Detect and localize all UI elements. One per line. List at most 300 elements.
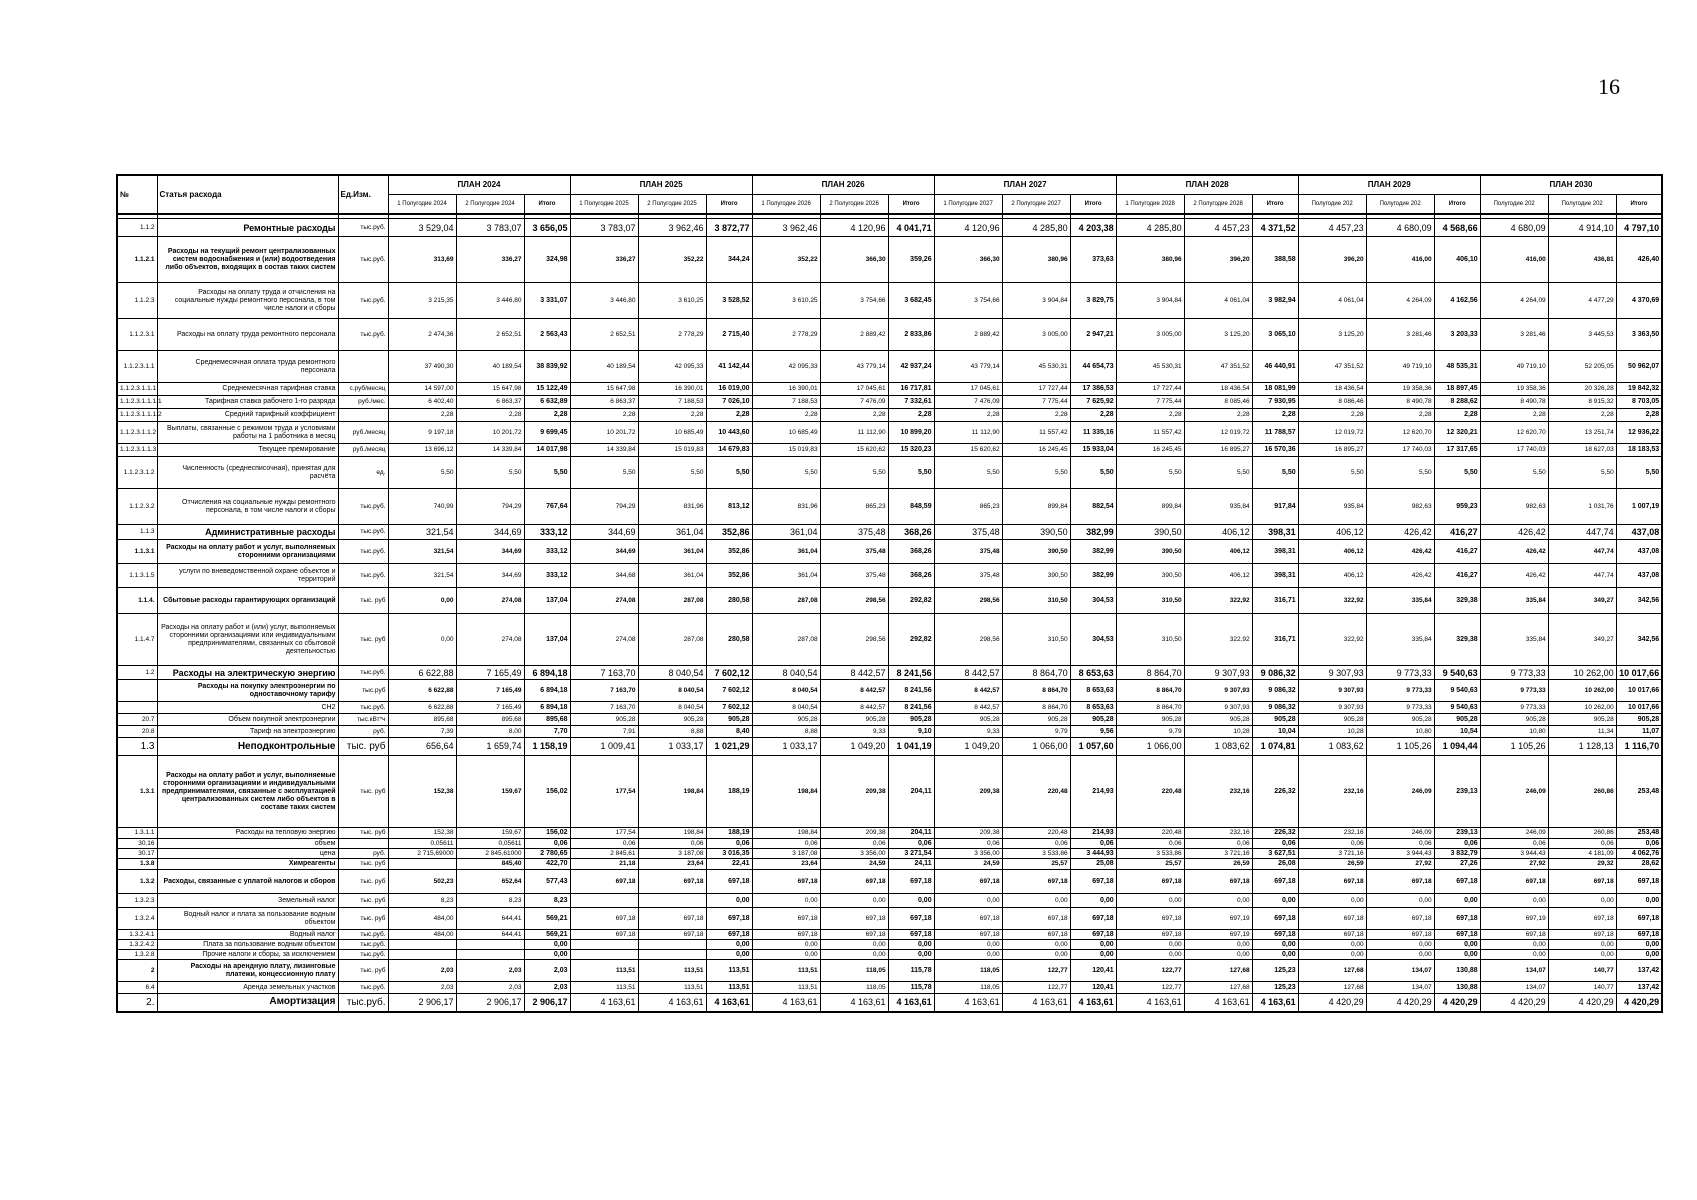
row-year-total: 15 320,23 (888, 444, 934, 457)
row-half-year-value: 198,84 (752, 828, 820, 839)
row-half-year-value: 198,84 (752, 756, 820, 828)
row-half-year-value: 6 622,88 (388, 702, 456, 714)
row-half-year-value: 2,28 (1480, 409, 1548, 422)
row-half-year-value: 2 474,36 (388, 319, 456, 351)
row-half-year-value: 4 061,04 (1184, 283, 1252, 319)
row-half-year-value: 3 356,00 (820, 849, 888, 859)
row-half-year-value: 2 845,61 (570, 849, 638, 859)
row-half-year-value: 0,00 (752, 950, 820, 960)
row-half-year-value: 10 262,00 (1548, 666, 1616, 680)
table-row (117, 283, 1662, 319)
row-half-year-value: 9 307,93 (1298, 702, 1366, 714)
table-row (117, 540, 1662, 564)
table-row (117, 849, 1662, 859)
row-half-year-value: 11 557,42 (1002, 422, 1070, 444)
row-year-total: 2 833,86 (888, 319, 934, 351)
row-half-year-value: 209,38 (934, 828, 1002, 839)
row-year-total: 2 563,43 (524, 319, 570, 351)
row-half-year-value: 4 420,29 (1548, 994, 1616, 1012)
row-half-year-value: 43 779,14 (934, 351, 1002, 383)
row-half-year-value: 0,00 (752, 940, 820, 950)
header-total-2030: Итого (1616, 195, 1662, 215)
row-half-year-value: 127,68 (1298, 982, 1366, 994)
row-half-year-value: 390,50 (1116, 540, 1184, 564)
row-half-year-value: 8 490,78 (1366, 396, 1434, 409)
row-half-year-value: 697,18 (1002, 870, 1070, 894)
row-half-year-value: 0,06 (638, 839, 706, 849)
row-half-year-value: 140,77 (1548, 982, 1616, 994)
row-half-year-value: 2,28 (570, 409, 638, 422)
row-half-year-value: 905,28 (1002, 714, 1070, 726)
row-half-year-value: 20 326,28 (1548, 383, 1616, 396)
row-unit: тыс.руб. (338, 666, 388, 680)
row-half-year-value: 23,64 (752, 859, 820, 870)
row-half-year-value: 298,56 (934, 614, 1002, 666)
header-total-2026: Итого (888, 195, 934, 215)
row-year-total: 2,03 (524, 960, 570, 982)
row-year-total: 10 899,20 (888, 422, 934, 444)
row-year-total: 416,27 (1434, 525, 1480, 540)
row-half-year-value: 644,41 (456, 930, 524, 940)
row-half-year-value: 2,28 (934, 409, 1002, 422)
row-cost-item: Расходы на арендную плату, лизинговые платежи, концессионную плату (157, 960, 338, 982)
row-year-total: 697,18 (706, 908, 752, 930)
row-cost-item: Средний тарифный коэффициент (157, 409, 338, 422)
row-half-year-value: 697,18 (570, 908, 638, 930)
header-half-2-2025: 2 Полугодие 2025 (638, 195, 706, 215)
row-half-year-value: 12 019,72 (1298, 422, 1366, 444)
row-half-year-value: 4 264,09 (1480, 283, 1548, 319)
row-half-year-value: 0,00 (1548, 894, 1616, 908)
row-half-year-value: 10,80 (1480, 726, 1548, 738)
row-year-total: 0,00 (1434, 894, 1480, 908)
row-half-year-value: 0,00 (1366, 950, 1434, 960)
row-year-total: 0,00 (888, 950, 934, 960)
row-half-year-value: 8 040,54 (752, 702, 820, 714)
row-year-total: 9 540,63 (1434, 702, 1480, 714)
row-cost-item: Плата за пользование водным объектом (157, 940, 338, 950)
table-row (117, 444, 1662, 457)
row-half-year-value: 0,00 (1548, 950, 1616, 960)
row-half-year-value: 406,12 (1184, 540, 1252, 564)
row-year-total: 697,18 (888, 870, 934, 894)
table-row (117, 859, 1662, 870)
row-year-total: 0,06 (1616, 839, 1662, 849)
row-year-total: 0,00 (888, 894, 934, 908)
row-year-total: 4 370,69 (1616, 283, 1662, 319)
row-unit: тыс.руб. (338, 540, 388, 564)
row-half-year-value: 6 863,37 (570, 396, 638, 409)
row-half-year-value: 0,00 (1002, 894, 1070, 908)
row-half-year-value: 0,00 (1184, 950, 1252, 960)
row-half-year-value: 2 906,17 (388, 994, 456, 1012)
row-half-year-value: 8 085,46 (1184, 396, 1252, 409)
row-year-total: 5,50 (1434, 457, 1480, 489)
row-half-year-value: 336,27 (456, 237, 524, 283)
row-half-year-value (388, 950, 456, 960)
row-half-year-value: 3 187,08 (752, 849, 820, 859)
row-half-year-value: 426,42 (1480, 525, 1548, 540)
row-unit: руб./месяц (338, 444, 388, 457)
row-half-year-value: 697,18 (570, 870, 638, 894)
table-row (117, 422, 1662, 444)
row-half-year-value: 406,12 (1184, 564, 1252, 588)
row-half-year-value: 4 264,09 (1366, 283, 1434, 319)
row-code: 1.1.3 (117, 525, 157, 540)
row-year-total: 316,71 (1252, 588, 1298, 614)
row-year-total: 3 982,94 (1252, 283, 1298, 319)
row-half-year-value: 794,29 (456, 489, 524, 525)
row-half-year-value: 140,77 (1548, 960, 1616, 982)
row-half-year-value: 2 906,17 (456, 994, 524, 1012)
row-cost-item: Административные расходы (157, 525, 338, 540)
row-year-total: 8 653,63 (1070, 680, 1116, 702)
row-year-total: 48 535,31 (1434, 351, 1480, 383)
row-year-total: 0,00 (1070, 940, 1116, 950)
row-cost-item: услуги по вневедомственной охране объектов и территорий (157, 564, 338, 588)
row-year-total: 8 288,62 (1434, 396, 1480, 409)
row-half-year-value: 4 457,23 (1184, 219, 1252, 237)
row-year-total: 156,02 (524, 756, 570, 828)
row-year-total: 2,28 (706, 409, 752, 422)
row-half-year-value: 15 620,62 (820, 444, 888, 457)
row-unit: тыс. руб (338, 859, 388, 870)
row-cost-item: Расходы на покупку электроэнергии по одноставочному тарифу (157, 680, 338, 702)
row-year-total: 3 829,75 (1070, 283, 1116, 319)
row-year-total: 905,28 (706, 714, 752, 726)
row-half-year-value: 10 262,00 (1548, 702, 1616, 714)
row-half-year-value: 0,00 (820, 894, 888, 908)
row-half-year-value: 17 045,61 (934, 383, 1002, 396)
row-year-total: 10,04 (1252, 726, 1298, 738)
row-half-year-value: 4 163,61 (934, 994, 1002, 1012)
row-half-year-value: 15 019,83 (752, 444, 820, 457)
row-cost-item: Расходы на электрическую энергию (157, 666, 338, 680)
row-year-total: 0,06 (1070, 839, 1116, 849)
table-row (117, 940, 1662, 950)
row-unit: тыс. руб (338, 738, 388, 756)
row-year-total: 3 203,33 (1434, 319, 1480, 351)
row-cost-item: объем (157, 839, 338, 849)
table-row (117, 726, 1662, 738)
row-unit: тыс. руб (338, 894, 388, 908)
row-year-total: 697,18 (1070, 870, 1116, 894)
table-row (117, 396, 1662, 409)
row-year-total: 905,28 (888, 714, 934, 726)
row-half-year-value: 17 740,03 (1366, 444, 1434, 457)
row-half-year-value: 697,18 (1298, 870, 1366, 894)
row-year-total: 204,11 (888, 756, 934, 828)
row-year-total: 1 074,81 (1252, 738, 1298, 756)
row-year-total: 8,40 (706, 726, 752, 738)
row-year-total: 959,23 (1434, 489, 1480, 525)
row-unit: тыс.руб. (338, 319, 388, 351)
page-number: 16 (1598, 74, 1620, 99)
row-half-year-value: 232,16 (1298, 756, 1366, 828)
row-half-year-value: 0,06 (752, 839, 820, 849)
row-half-year-value: 9 773,33 (1366, 666, 1434, 680)
row-half-year-value: 42 095,33 (752, 351, 820, 383)
row-cost-item: Аренда земельных участков (157, 982, 338, 994)
row-cost-item: Тарифная ставка рабочего 1-го разряда (157, 396, 338, 409)
row-half-year-value: 697,18 (638, 930, 706, 940)
row-half-year-value: 5,50 (1366, 457, 1434, 489)
row-half-year-value: 10,28 (1298, 726, 1366, 738)
row-half-year-value: 2,28 (1002, 409, 1070, 422)
row-half-year-value: 3 446,80 (456, 283, 524, 319)
row-half-year-value: 26,59 (1184, 859, 1252, 870)
row-half-year-value: 905,28 (1366, 714, 1434, 726)
row-half-year-value: 1 659,74 (456, 738, 524, 756)
row-code: 1.1.2.1 (117, 237, 157, 283)
row-year-total: 3 656,05 (524, 219, 570, 237)
row-year-total: 4 203,38 (1070, 219, 1116, 237)
row-year-total: 12 936,22 (1616, 422, 1662, 444)
row-year-total: 0,06 (706, 839, 752, 849)
row-code: 1.3.8 (117, 859, 157, 870)
row-year-total: 359,26 (888, 237, 934, 283)
row-code: 20.7 (117, 714, 157, 726)
row-half-year-value: 3 904,84 (1002, 283, 1070, 319)
row-year-total: 46 440,91 (1252, 351, 1298, 383)
row-half-year-value: 8 864,70 (1002, 680, 1070, 702)
row-year-total: 9,10 (888, 726, 934, 738)
row-year-total: 917,84 (1252, 489, 1298, 525)
row-half-year-value: 14 597,00 (388, 383, 456, 396)
row-half-year-value: 361,04 (638, 525, 706, 540)
row-half-year-value: 16 390,01 (752, 383, 820, 396)
row-year-total: 0,00 (706, 950, 752, 960)
row-year-total: 373,63 (1070, 237, 1116, 283)
row-year-total: 0,00 (1434, 950, 1480, 960)
row-half-year-value: 16 245,45 (1002, 444, 1070, 457)
row-code: 1.3.2 (117, 870, 157, 894)
row-year-total: 697,18 (1070, 908, 1116, 930)
row-half-year-value: 361,04 (752, 540, 820, 564)
row-half-year-value: 9 773,33 (1480, 680, 1548, 702)
table-row (117, 756, 1662, 828)
row-year-total: 188,19 (706, 756, 752, 828)
row-year-total: 9,56 (1070, 726, 1116, 738)
row-year-total: 437,08 (1616, 564, 1662, 588)
row-half-year-value: 905,28 (1116, 714, 1184, 726)
row-half-year-value: 396,20 (1184, 237, 1252, 283)
row-year-total: 22,41 (706, 859, 752, 870)
row-code (117, 680, 157, 702)
row-half-year-value: 7 165,49 (456, 702, 524, 714)
row-half-year-value: 122,77 (1116, 982, 1184, 994)
row-year-total: 4 568,66 (1434, 219, 1480, 237)
row-half-year-value: 2 778,29 (638, 319, 706, 351)
row-year-total: 6 894,18 (524, 702, 570, 714)
row-half-year-value: 40 189,54 (456, 351, 524, 383)
row-half-year-value: 1 128,13 (1548, 738, 1616, 756)
row-half-year-value: 2 715,69000 (388, 849, 456, 859)
row-half-year-value: 220,48 (1116, 756, 1184, 828)
row-half-year-value: 287,08 (638, 588, 706, 614)
row-half-year-value: 1 105,26 (1366, 738, 1434, 756)
row-half-year-value: 0,06 (820, 839, 888, 849)
row-half-year-value: 0,00 (934, 894, 1002, 908)
row-year-total: 2 947,21 (1070, 319, 1116, 351)
row-half-year-value: 322,92 (1184, 588, 1252, 614)
row-year-total: 125,23 (1252, 960, 1298, 982)
row-half-year-value: 8 864,70 (1116, 702, 1184, 714)
row-half-year-value: 0,00 (1480, 894, 1548, 908)
row-half-year-value: 697,18 (638, 870, 706, 894)
row-year-total: 120,41 (1070, 960, 1116, 982)
row-half-year-value: 697,18 (1366, 930, 1434, 940)
row-half-year-value: 322,92 (1298, 588, 1366, 614)
row-year-total: 9 086,32 (1252, 680, 1298, 702)
row-half-year-value: 45 530,31 (1116, 351, 1184, 383)
row-half-year-value: 16 245,45 (1116, 444, 1184, 457)
row-year-total: 4 062,76 (1616, 849, 1662, 859)
header-plan-2030: ПЛАН 2030 (1480, 175, 1662, 195)
row-year-total: 3 444,93 (1070, 849, 1116, 859)
row-half-year-value: 10 201,72 (570, 422, 638, 444)
row-half-year-value: 1 031,76 (1548, 489, 1616, 525)
row-half-year-value: 2,03 (456, 960, 524, 982)
row-year-total: 324,98 (524, 237, 570, 283)
row-year-total: 3 872,77 (706, 219, 752, 237)
row-year-total: 188,19 (706, 828, 752, 839)
row-half-year-value: 113,51 (752, 982, 820, 994)
row-half-year-value: 4 163,61 (1116, 994, 1184, 1012)
header-half-2-2028: 2 Полугодие 2028 (1184, 195, 1252, 215)
row-half-year-value: 697,18 (752, 908, 820, 930)
row-half-year-value: 361,04 (638, 564, 706, 588)
row-code: 1.1.2.3 (117, 283, 157, 319)
row-half-year-value: 177,54 (570, 828, 638, 839)
row-half-year-value: 177,54 (570, 756, 638, 828)
row-code: 1.1.2.3.1.1.1 (117, 383, 157, 396)
row-year-total: 4 163,61 (888, 994, 934, 1012)
header-total-2029: Итого (1434, 195, 1480, 215)
row-half-year-value: 390,50 (1116, 564, 1184, 588)
row-year-total: 4 420,29 (1434, 994, 1480, 1012)
row-year-total: 569,21 (524, 908, 570, 930)
row-year-total: 0,00 (524, 950, 570, 960)
row-half-year-value: 7 775,44 (1002, 396, 1070, 409)
row-year-total: 697,18 (1252, 870, 1298, 894)
row-half-year-value: 1 066,00 (1116, 738, 1184, 756)
row-code (117, 702, 157, 714)
row-year-total: 0,00 (1252, 950, 1298, 960)
row-half-year-value: 42 095,33 (638, 351, 706, 383)
row-year-total: 214,93 (1070, 756, 1116, 828)
row-half-year-value: 2,28 (456, 409, 524, 422)
row-half-year-value: 3 445,53 (1548, 319, 1616, 351)
row-year-total: 1 116,70 (1616, 738, 1662, 756)
row-half-year-value: 3 944,43 (1366, 849, 1434, 859)
row-half-year-value: 10 201,72 (456, 422, 524, 444)
row-year-total: 4 797,10 (1616, 219, 1662, 237)
row-half-year-value: 0,00 (1116, 894, 1184, 908)
table-row (117, 930, 1662, 940)
row-half-year-value: 5,50 (1002, 457, 1070, 489)
row-half-year-value: 298,56 (820, 614, 888, 666)
row-half-year-value: 652,64 (456, 870, 524, 894)
row-half-year-value: 16 895,27 (1184, 444, 1252, 457)
row-half-year-value: 0,00 (1480, 950, 1548, 960)
row-year-total: 398,31 (1252, 540, 1298, 564)
row-half-year-value: 49 719,10 (1480, 351, 1548, 383)
row-half-year-value: 5,50 (1548, 457, 1616, 489)
row-year-total: 1 094,44 (1434, 738, 1480, 756)
row-half-year-value: 3 005,00 (1002, 319, 1070, 351)
row-code: 1.3.2.3 (117, 894, 157, 908)
header-half-2-2027: 2 Полугодие 2027 (1002, 195, 1070, 215)
table-row (117, 219, 1662, 237)
row-half-year-value: 1 049,20 (820, 738, 888, 756)
row-half-year-value: 4 420,29 (1480, 994, 1548, 1012)
row-half-year-value: 127,68 (1184, 982, 1252, 994)
row-half-year-value: 0,00 (1548, 940, 1616, 950)
row-cost-item: СН2 (157, 702, 338, 714)
row-code: 20.8 (117, 726, 157, 738)
row-half-year-value: 426,42 (1480, 540, 1548, 564)
row-half-year-value: 122,77 (1116, 960, 1184, 982)
row-year-total: 342,56 (1616, 614, 1662, 666)
row-half-year-value: 12 019,72 (1184, 422, 1252, 444)
row-half-year-value: 1 049,20 (934, 738, 1002, 756)
row-year-total: 2,28 (1070, 409, 1116, 422)
row-half-year-value (570, 940, 638, 950)
row-half-year-value: 2,28 (1366, 409, 1434, 422)
row-half-year-value: 159,67 (456, 756, 524, 828)
row-half-year-value: 15 620,62 (934, 444, 1002, 457)
row-half-year-value: 380,96 (1002, 237, 1070, 283)
row-half-year-value: 9 773,33 (1366, 680, 1434, 702)
row-half-year-value: 15 647,98 (570, 383, 638, 396)
row-year-total: 8 653,63 (1070, 702, 1116, 714)
row-half-year-value: 982,63 (1480, 489, 1548, 525)
row-code: 1.1.4. (117, 588, 157, 614)
row-half-year-value: 134,07 (1366, 982, 1434, 994)
row-year-total: 9 540,63 (1434, 680, 1480, 702)
row-half-year-value: 16 895,27 (1298, 444, 1366, 457)
row-cost-item: Расходы на оплату работ и услуг, выполняемых сторонними организациями (157, 540, 338, 564)
header-plan-2024: ПЛАН 2024 (388, 175, 570, 195)
row-year-total: 0,00 (1252, 894, 1298, 908)
row-code: 1.1.2.3.1.1.3 (117, 444, 157, 457)
row-half-year-value: 344,69 (456, 564, 524, 588)
row-half-year-value: 361,04 (638, 540, 706, 564)
row-half-year-value: 40 189,54 (570, 351, 638, 383)
row-half-year-value: 310,50 (1116, 614, 1184, 666)
row-half-year-value: 49 719,10 (1366, 351, 1434, 383)
row-year-total: 137,42 (1616, 982, 1662, 994)
row-unit: тыс.руб. (338, 994, 388, 1012)
row-half-year-value: 390,50 (1116, 525, 1184, 540)
row-half-year-value: 246,09 (1366, 756, 1434, 828)
table-row (117, 237, 1662, 283)
row-half-year-value: 0,00 (1116, 940, 1184, 950)
row-half-year-value: 352,22 (752, 237, 820, 283)
row-half-year-value: 43 779,14 (820, 351, 888, 383)
row-half-year-value: 4 163,61 (1002, 994, 1070, 1012)
row-half-year-value: 37 490,30 (388, 351, 456, 383)
row-cost-item: Расходы, связанные с уплатой налогов и сборов (157, 870, 338, 894)
row-year-total: 437,08 (1616, 525, 1662, 540)
row-year-total: 2 715,40 (706, 319, 752, 351)
row-half-year-value: 0,00 (1480, 940, 1548, 950)
row-unit: тыс.руб. (338, 219, 388, 237)
row-half-year-value: 0,05611 (388, 839, 456, 849)
row-half-year-value: 232,16 (1184, 828, 1252, 839)
row-half-year-value: 4 285,80 (1002, 219, 1070, 237)
